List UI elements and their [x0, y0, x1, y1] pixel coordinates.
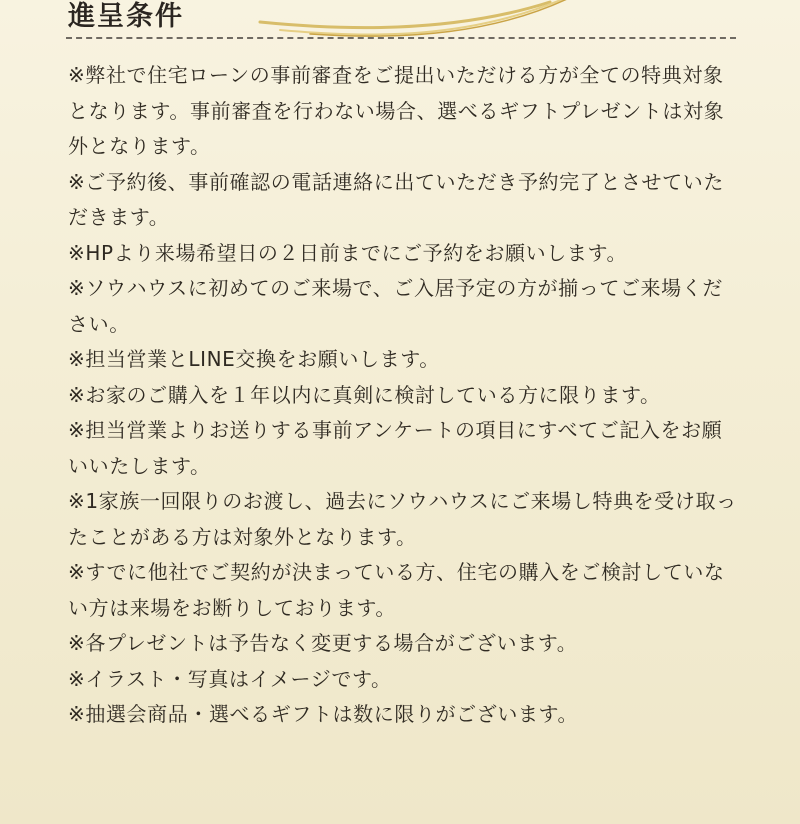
condition-item: ※弊社で住宅ローンの事前審査をご提出いただける方が全ての特典対象となります。事前審査を行わない場合、選べるギフトプレゼントは対象外となります。 — [68, 63, 725, 158]
condition-item: ※お家のご購入を１年以内に真剣に検討している方に限ります。 — [68, 382, 661, 407]
condition-item: ※HPより来場希望日の２日前までにご予約をお願いします。 — [68, 240, 628, 265]
condition-item: ※1家族一回限りのお渡し、過去にソウハウスにご来場し特典を受け取ったことがある方は対象外となります。 — [68, 489, 737, 549]
condition-item: ※各プレゼントは予告なく変更する場合がございます。 — [68, 631, 578, 655]
condition-item: ※ソウハウスに初めてのご来場で、ご入居予定の方が揃ってご来場ください。 — [68, 276, 723, 336]
condition-item: ※抽選会商品・選べるギフトは数に限りがございます。 — [68, 702, 579, 726]
condition-item: ※イラスト・写真はイメージです。 — [68, 666, 392, 691]
condition-item: ※担当営業とLINE交換をお願いします。 — [68, 347, 440, 371]
conditions-list — [68, 58, 740, 733]
gold-swoosh-decoration — [250, 0, 610, 40]
dashed-divider — [66, 37, 736, 39]
condition-item: ※ご予約後、事前確認の電話連絡に出ていただき予約完了とさせていただきます。 — [68, 169, 724, 229]
section-title: 進呈条件 — [68, 1, 184, 32]
condition-item: ※すでに他社でご契約が決まっている方、住宅の購入をご検討していない方は来場をお断りしております。 — [68, 560, 725, 620]
condition-item: ※担当営業よりお送りする事前アンケートの項目にすべてご記入をお願いいたします。 — [68, 418, 723, 478]
